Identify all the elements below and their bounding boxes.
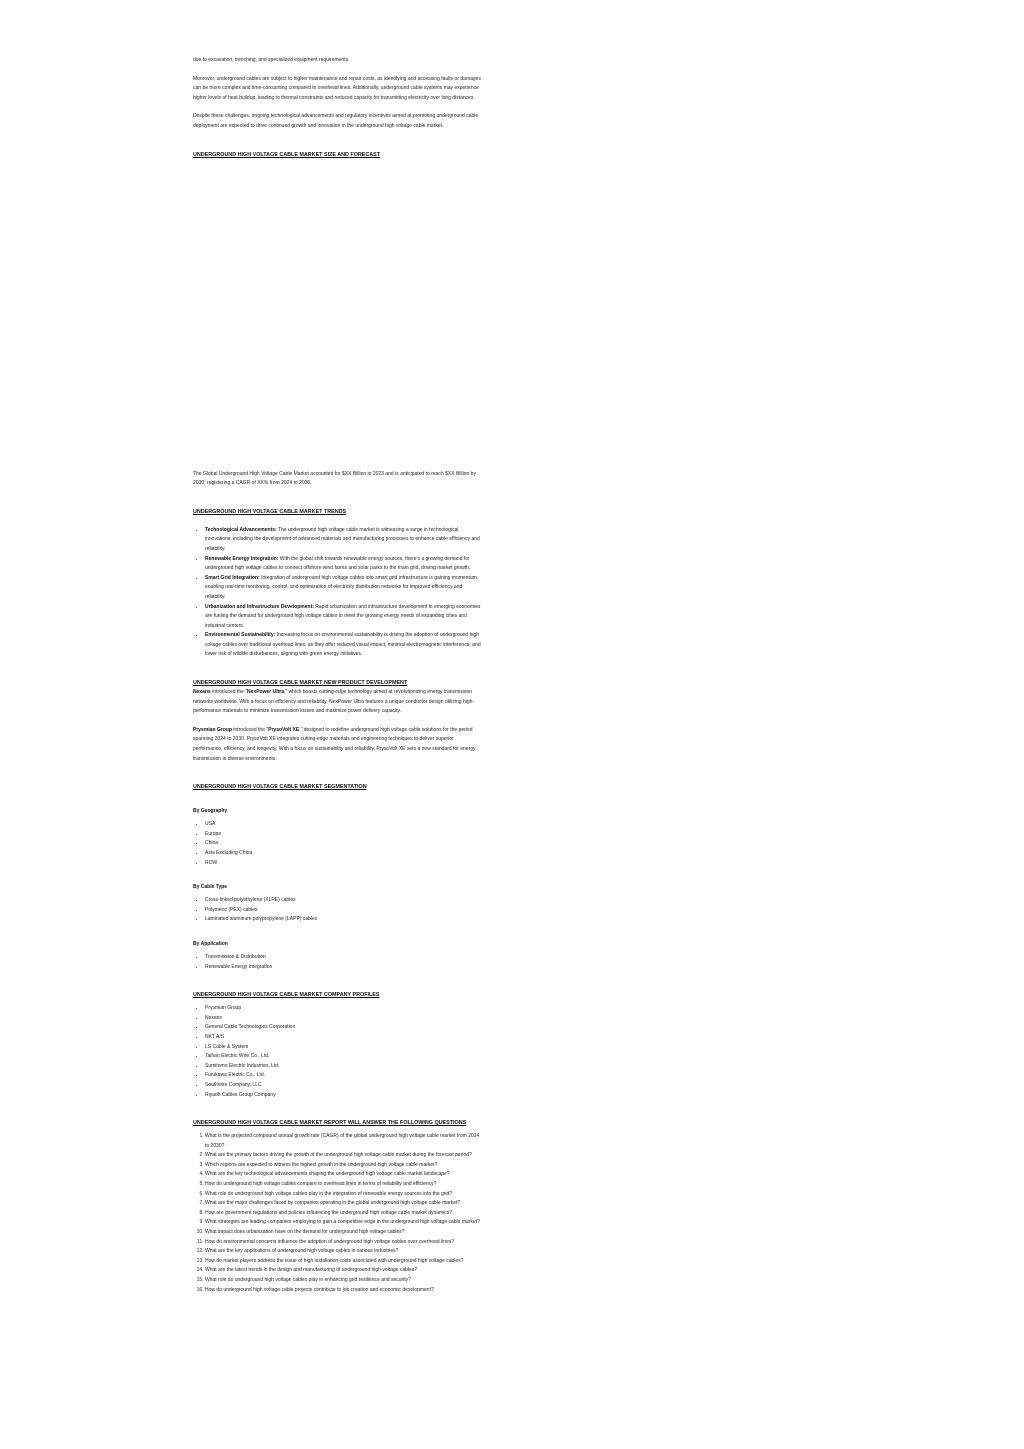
list-item: 10. What impact does urbanization have on the demand for underground high voltage cables? [205,1228,483,1238]
trend-title: Smart Grid Integration: [205,574,260,581]
list-item: 3. Which regions are expected to witness the highest growth in the underground high voltage cable market? [205,1161,483,1171]
trends-list [193,526,483,660]
questions-heading: UNDERGROUND HIGH VOLTAGE CABLE MARKET REPORT WILL ANSWER THE FOLLOWING QUESTIONS [193,1120,467,1127]
trend-text: With the global shift towards renewable energy sources, there's a growing demand for underground high voltage cables to connect offshore wind farms and solar parks to the main grid, driving market growth. [205,555,471,572]
intro-paragraph-1: due to excavation, trenching, and specialized equipment requirements. [193,57,350,63]
trend-text: Rapid urbanization and infrastructure development in emerging economies are fueling the demand for underground high voltage cables to meet the growing energy needs of expanding cities and industrial centers. [205,603,481,629]
list-item: • Sumitomo Electric Industries, Ltd. [205,1062,483,1072]
text-fragment: introduced the " [231,726,269,733]
list-item: 2. What are the primary factors driving the growth of the underground high voltage cable market during the forecast period? [205,1151,483,1161]
cable-type-subheading: By Cable Type [193,884,228,891]
list-item: • Furukawa Electric Co., Ltd. [205,1071,483,1081]
list-item: • Europe [205,830,483,840]
list-item: 16. How do underground high voltage cable projects contribute to job creation and economic development? [205,1286,483,1296]
intro-paragraph-2: Moreover, underground cables are subject to higher maintenance and repair costs, as identifying and accessing faults or damages can be more complex and time-consuming compared to overhead lines. Additionally, underground cable systems may experience higher levels of heat buildup, leading to thermal constraints and reduced capacity for transmitting electricity over long distances. [193,75,481,101]
trend-item [205,526,483,555]
product-development-heading: UNDERGROUND HIGH VOLTAGE CABLE MARKET NEW PRODUCT DEVELOPMENT [193,680,408,687]
trend-item [205,603,483,632]
chart-placeholder-space [193,160,483,470]
company-profiles-heading: UNDERGROUND HIGH VOLTAGE CABLE MARKET COMPANY PROFILES [193,992,380,999]
trend-text: Increasing focus on environmental sustainability is driving the adoption of underground high voltage cables over traditional overhead lines, as they offer reduced visual impact, minimal electromagnetic interference, and lower risk of wildlife disturbances, aligning with green energy initiatives. [205,632,481,658]
application-subheading: By Application [193,940,228,947]
list-item: • Transmission & Distribution [205,953,483,963]
trend-item [205,574,483,603]
trend-title: Urbanization and Infrastructure Development: [205,603,314,610]
list-item: • LS Cable & System [205,1043,483,1053]
list-item: • Nexans [205,1014,483,1024]
list-item: 11. How do environmental concerns influence the adoption of underground high voltage cables over overhead lines? [205,1238,483,1248]
application-list [193,953,483,972]
trend-item [205,555,483,574]
trend-title: Environmental Sustainability: [205,632,276,639]
size-forecast-text: The Global Underground High Voltage Cable Market accounted for $XX Billion in 2023 and is anticipated to reach $XX Billion by 2030, registering a CAGR of XX% from 2024 to 2030. [193,470,476,487]
intro-paragraph-3: Despite these challenges, ongoing technological advancements and regulatory incentives aimed at promoting underground cable deployment are expected to drive continued growth and innovation in the underground high voltage cable market. [193,113,479,129]
list-item: • USA [205,820,483,830]
list-item: 15. What role do underground high voltage cables play in enhancing grid resilience and security? [205,1276,483,1286]
list-item: • Polymeric (PEX) cables [205,906,483,916]
list-item: • Riyadh Cables Group Company [205,1091,483,1101]
document-page [193,56,483,1295]
list-item: 6. What role do underground high voltage cables play in the integration of renewable energy sources into the grid? [205,1190,483,1200]
list-item: • Laminated aluminum polypropylene (LAPP) cables [205,915,483,925]
list-item: • NKT A/S [205,1033,483,1043]
list-item: 12. What are the key applications of underground high voltage cables in various industries? [205,1247,483,1257]
list-item: • China [205,839,483,849]
list-item: • Prysmian Group [205,1004,483,1014]
trend-title: Renewable Energy Integration: [205,555,279,562]
segmentation-heading: UNDERGROUND HIGH VOLTAGE CABLE MARKET SEGMENTATION [193,784,367,791]
trends-heading: UNDERGROUND HIGH VOLTAGE CABLE MARKET TRENDS [193,508,347,515]
text-fragment: introduced the " [210,689,248,696]
trend-item [205,631,483,660]
geography-list [193,820,483,868]
list-item: • Cross-linked polyethylene (XLPE) cables [205,896,483,906]
nexans-paragraph [193,688,483,717]
list-item: 13. How do market players address the issue of high installation costs associated with underground high voltage cables? [205,1257,483,1267]
trend-title: Technological Advancements: [205,526,277,533]
list-item: • Southwire Company, LLC [205,1081,483,1091]
cable-type-list [193,896,483,925]
list-item: • Asia Excluding China [205,849,483,859]
list-item: 7. What are the major challenges faced by companies operating in the global underground high voltage cable market? [205,1199,483,1209]
text-fragment: ," which boasts cutting-edge technology aimed at revolutionizing energy transmission networks worldwide. With a focus on efficiency and reliability, NexPower Ultra features a unique conductor design utilizing high-performance materials to minimize transmission losses and maximize power delivery capacity. [193,689,475,715]
trend-text: The underground high voltage cable market is witnessing a surge in technological innovations, including the development of advanced materials and manufacturing processes to enhance cable efficiency and reliability. [205,526,480,552]
size-forecast-heading: UNDERGROUND HIGH VOLTAGE CABLE MARKET SIZE AND FORECAST [193,151,381,158]
list-item: 14. What are the latest trends in the design and manufacturing of underground high voltage cables? [205,1266,483,1276]
product-name: NexPower Ultra [247,689,285,696]
list-item: 8. How are government regulations and policies influencing the underground high voltage cable market dynamics? [205,1209,483,1219]
list-item: • ROW [205,859,483,869]
list-item: • Renewable Energy Integration [205,963,483,973]
list-item: 1. What is the projected compound annual growth rate (CAGR) of the global underground high voltage cable market from 2024 to 2030? [205,1132,483,1151]
list-item: 5. How do underground high voltage cables compare to overhead lines in terms of reliability and efficiency? [205,1180,483,1190]
company-list [193,1004,483,1100]
list-item: • General Cable Technologies Corporation [205,1023,483,1033]
text-fragment: ," designed to redefine underground high voltage cable solutions for the period spanning 2024 to 2030. PrysoVolt XE integrates cutting-edge materials and engineering techniques to deliver superior performance, efficiency, and longevity. With a focus on sustainability and reliability, PrysoVolt XE sets a new standard for energy transmission in diverse environments. [193,726,476,762]
company-name: Prysmian Group [193,726,232,733]
list-item: • Taihan Electric Wire Co., Ltd. [205,1052,483,1062]
questions-list [193,1132,483,1295]
geography-subheading: By Geography [193,808,228,815]
product-name: PrysoVolt XE [268,726,300,733]
trend-text: Integration of underground high voltage cables into smart grid infrastructure is gaining momentum, enabling real-time monitoring, control, and optimization of electricity distribution networks for improved efficiency and reliability. [205,574,479,600]
list-item: 4. What are the key technological advancements shaping the underground high voltage cable market landscape? [205,1170,483,1180]
list-item: 9. What strategies are leading companies employing to gain a competitive edge in the underground high voltage cable market? [205,1218,483,1228]
company-name: Nexans [193,689,211,696]
prysmian-paragraph [193,726,483,764]
